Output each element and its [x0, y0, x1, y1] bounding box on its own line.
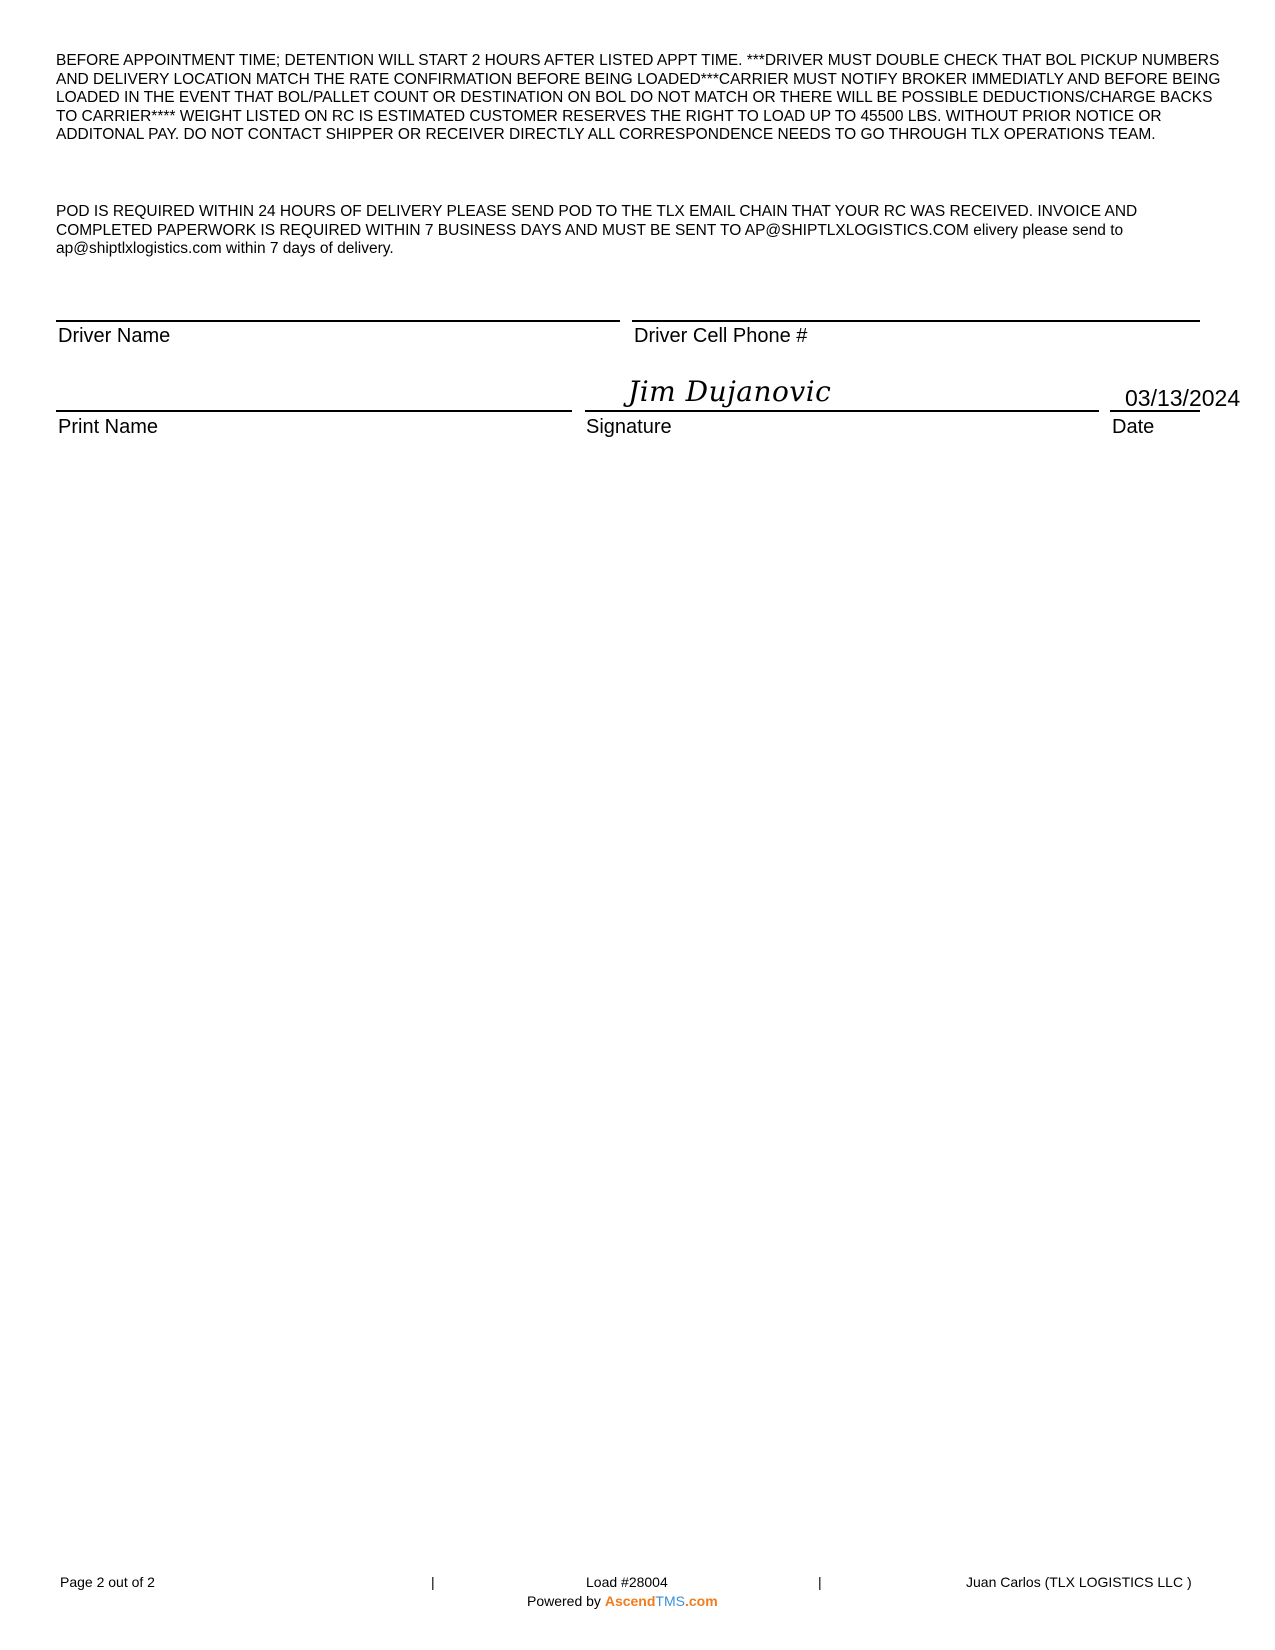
pod-paragraph: POD IS REQUIRED WITHIN 24 HOURS OF DELIVERY PLEASE SEND POD TO THE TLX EMAIL CHAIN THAT YOUR RC WAS RECEIVED. INVOICE AND COMPLETED PAPERWORK IS REQUIRED WITHIN 7 BUSINESS DAYS AND MUST BE SENT TO AP@SHIPTLXLOGISTICS.COM elivery please send to ap@shiptlxlogistics.com within 7 days of delivery. — [56, 203, 1138, 258]
signature-label: Signature — [586, 416, 672, 438]
footer-company: Juan Carlos (TLX LOGISTICS LLC ) — [966, 1574, 1192, 1590]
driver-phone-label: Driver Cell Phone # — [634, 325, 808, 347]
date-value: 03/13/2024 — [1125, 385, 1241, 411]
ascendtms-logo[interactable] — [605, 1593, 718, 1609]
footer-separator-left: | — [431, 1574, 435, 1590]
date-label: Date — [1112, 416, 1155, 438]
brand-com-text: .com — [684, 1593, 718, 1609]
driver-name-label: Driver Name — [58, 325, 171, 347]
powered-by — [527, 1593, 718, 1609]
terms-paragraph: BEFORE APPOINTMENT TIME; DETENTION WILL START 2 HOURS AFTER LISTED APPT TIME. ***DRIVER MUST DOUBLE CHECK THAT BOL PICKUP NUMBERS AND DELIVERY LOCATION MATCH THE RATE CONFIRMATION BEFORE BEING LOADED***CARRIER MUST NOTIFY BROKER IMMEDIATLY AND BEFORE BEING LOADED IN THE EVENT THAT BOL/PALLET COUNT OR DESTINATION ON BOL DO NOT MATCH OR THERE WILL BE POSSIBLE DEDUCTIONS/CHARGE BACKS TO CARRIER**** WEIGHT LISTED ON RC IS ESTIMATED CUSTOMER RESERVES THE RIGHT TO LOAD UP TO 45500 LBS. WITHOUT PRIOR NOTICE OR ADDITONAL PAY. DO NOT CONTACT SHIPPER OR RECEIVER DIRECTLY ALL CORRESPONDENCE NEEDS TO GO THROUGH TLX OPERATIONS TEAM. — [56, 52, 1221, 144]
date-line — [1110, 410, 1200, 412]
brand-ascend-text: Ascend — [604, 1593, 656, 1609]
footer-separator-right: | — [818, 1574, 822, 1590]
signature-value: Jim Dujanovic — [628, 375, 832, 408]
footer-load-number: Load #28004 — [586, 1574, 668, 1590]
signature-line — [585, 410, 1099, 412]
print-name-line — [56, 410, 572, 412]
print-name-label: Print Name — [58, 416, 159, 438]
brand-tms-text: TMS — [655, 1593, 685, 1609]
driver-phone-line — [632, 320, 1200, 322]
footer-page-number: Page 2 out of 2 — [60, 1574, 155, 1590]
driver-name-line — [56, 320, 620, 322]
powered-by-label: Powered by — [527, 1593, 601, 1609]
